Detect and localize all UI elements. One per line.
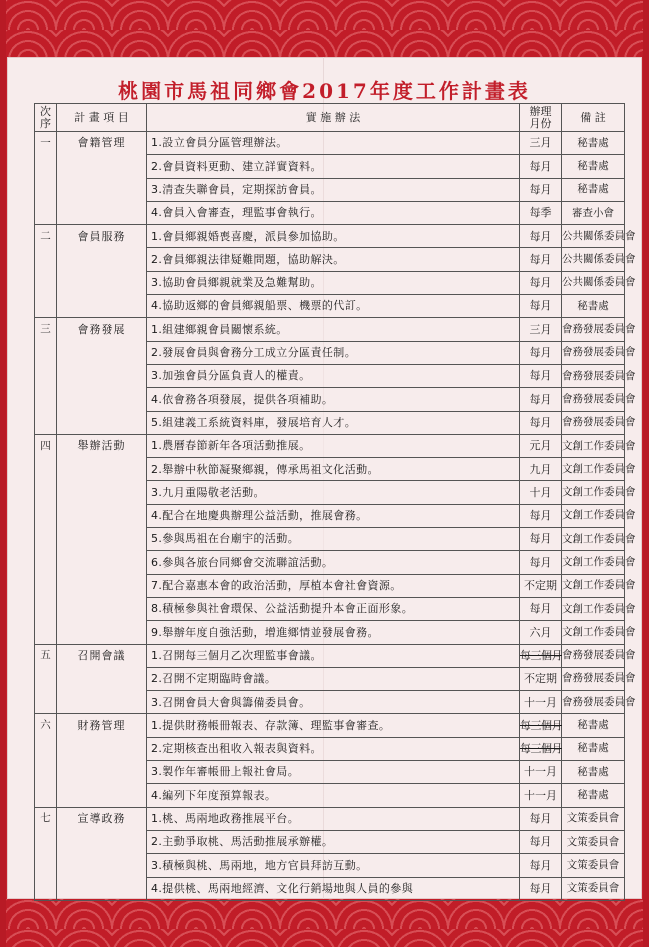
- frequency-cell: 每三個月: [520, 644, 562, 667]
- section-seq-cell: [35, 458, 57, 481]
- table-row: [35, 574, 625, 597]
- method-cell: 1.提供財務帳冊報表、存款簿、理監事會審查。: [147, 714, 520, 737]
- note-cell: 會務發展委員會: [562, 691, 625, 714]
- document-paper: [7, 57, 642, 899]
- section-seq-cell: [35, 667, 57, 690]
- frequency-cell: 每三個月: [520, 737, 562, 760]
- method-cell: 3.協助會員鄉親就業及急難幫助。: [147, 271, 520, 294]
- method-cell: 1.農曆春節新年各項活動推展。: [147, 434, 520, 457]
- section-category-cell: [57, 621, 147, 644]
- section-seq-cell: 三: [35, 318, 57, 341]
- method-cell: 4.協助返鄉的會員鄉親船票、機票的代訂。: [147, 295, 520, 318]
- frequency-cell: 每月: [520, 877, 562, 900]
- frame-right: [643, 0, 649, 947]
- frequency-cell: 六月: [520, 621, 562, 644]
- method-cell: 1.設立會員分區管理辦法。: [147, 132, 520, 155]
- frequency-cell: 不定期: [520, 667, 562, 690]
- note-cell: 秘書處: [562, 714, 625, 737]
- method-cell: 9.舉辦年度自強活動，增進鄉情並發展會務。: [147, 621, 520, 644]
- section-seq-cell: [35, 504, 57, 527]
- method-cell: 1.組建鄉親會員關懷系統。: [147, 318, 520, 341]
- section-category-cell: [57, 667, 147, 690]
- frequency-cell: 每月: [520, 364, 562, 387]
- note-cell: 文創工作委員會: [562, 504, 625, 527]
- frequency-cell: 每月: [520, 178, 562, 201]
- decorative-wave-band-bottom: [0, 899, 649, 947]
- method-cell: 3.九月重陽敬老活動。: [147, 481, 520, 504]
- header-frequency: 辦理 月份: [520, 104, 562, 132]
- note-cell: 會務發展委員會: [562, 341, 625, 364]
- section-category-cell: [57, 551, 147, 574]
- section-seq-cell: [35, 784, 57, 807]
- table-row: [35, 597, 625, 620]
- table-row: [35, 411, 625, 434]
- table-row: [35, 318, 625, 341]
- section-category-cell: [57, 784, 147, 807]
- section-category-cell: 會籍管理: [57, 132, 147, 155]
- table-row: [35, 691, 625, 714]
- method-cell: 2.主動爭取桃、馬活動推展承辦權。: [147, 830, 520, 853]
- note-cell: 文創工作委員會: [562, 458, 625, 481]
- section-category-cell: [57, 574, 147, 597]
- note-cell: 文創工作委員會: [562, 574, 625, 597]
- frequency-cell: 每月: [520, 528, 562, 551]
- section-category-cell: [57, 388, 147, 411]
- note-cell: 會務發展委員會: [562, 318, 625, 341]
- frequency-cell: 三月: [520, 132, 562, 155]
- frequency-cell: 每月: [520, 225, 562, 248]
- method-cell: 3.清查失聯會員，定期探訪會員。: [147, 178, 520, 201]
- frequency-cell: 每月: [520, 830, 562, 853]
- section-category-cell: [57, 877, 147, 900]
- table-row: [35, 271, 625, 294]
- frequency-cell: 三月: [520, 318, 562, 341]
- section-seq-cell: [35, 388, 57, 411]
- note-cell: 公共關係委員會: [562, 271, 625, 294]
- table-row: [35, 504, 625, 527]
- decorative-wave-band-top: [0, 0, 649, 58]
- method-cell: 7.配合嘉惠本會的政治活動，厚植本會社會資源。: [147, 574, 520, 597]
- section-seq-cell: [35, 341, 57, 364]
- frequency-cell: 元月: [520, 434, 562, 457]
- table-header-row: [35, 104, 625, 132]
- section-seq-cell: [35, 248, 57, 271]
- table-row: [35, 551, 625, 574]
- table-row: [35, 364, 625, 387]
- method-cell: 4.編列下年度預算報表。: [147, 784, 520, 807]
- section-category-cell: [57, 597, 147, 620]
- table-row: [35, 458, 625, 481]
- frequency-cell: 十一月: [520, 691, 562, 714]
- work-plan-table: [34, 103, 636, 901]
- section-category-cell: [57, 854, 147, 877]
- section-seq-cell: 七: [35, 807, 57, 830]
- frequency-cell: 每月: [520, 504, 562, 527]
- section-category-cell: 財務管理: [57, 714, 147, 737]
- section-category-cell: [57, 691, 147, 714]
- method-cell: 3.加強會員分區負責人的權責。: [147, 364, 520, 387]
- page-title: 桃園市馬祖同鄉會2017年度工作計畫表: [118, 79, 531, 103]
- section-category-cell: 舉辦活動: [57, 434, 147, 457]
- frequency-cell: 每月: [520, 271, 562, 294]
- header-method: 實 施 辦 法: [147, 104, 520, 132]
- frequency-cell: 每月: [520, 807, 562, 830]
- section-seq-cell: [35, 528, 57, 551]
- table-row: [35, 248, 625, 271]
- note-cell: 文策委員會: [562, 830, 625, 853]
- method-cell: 3.製作年審帳冊上報社會局。: [147, 761, 520, 784]
- section-category-cell: [57, 201, 147, 224]
- table-row: [35, 877, 625, 900]
- note-cell: 會務發展委員會: [562, 411, 625, 434]
- method-cell: 2.定期核查出租收入報表與資料。: [147, 737, 520, 760]
- frequency-cell: 十一月: [520, 784, 562, 807]
- note-cell: 公共關係委員會: [562, 248, 625, 271]
- header-seq: 次 序: [35, 104, 57, 132]
- method-cell: 2.舉辦中秋節凝聚鄉親，傳承馬祖文化活動。: [147, 458, 520, 481]
- frequency-cell: 每月: [520, 597, 562, 620]
- frequency-cell: 九月: [520, 458, 562, 481]
- table-row: [35, 761, 625, 784]
- method-cell: 4.配合在地慶典辦理公益活動，推展會務。: [147, 504, 520, 527]
- frequency-cell: 每月: [520, 854, 562, 877]
- section-category-cell: [57, 248, 147, 271]
- section-seq-cell: [35, 481, 57, 504]
- table-row: [35, 295, 625, 318]
- section-category-cell: [57, 295, 147, 318]
- note-cell: 文創工作委員會: [562, 528, 625, 551]
- method-cell: 4.會員入會審查，理監事會執行。: [147, 201, 520, 224]
- section-category-cell: [57, 411, 147, 434]
- table-row: [35, 854, 625, 877]
- table-row: [35, 830, 625, 853]
- frequency-cell: 每月: [520, 388, 562, 411]
- section-seq-cell: [35, 155, 57, 178]
- section-seq-cell: 四: [35, 434, 57, 457]
- section-seq-cell: [35, 854, 57, 877]
- table-row: [35, 155, 625, 178]
- table-row: [35, 528, 625, 551]
- note-cell: 秘書處: [562, 784, 625, 807]
- section-category-cell: [57, 737, 147, 760]
- section-category-cell: [57, 364, 147, 387]
- note-cell: 文創工作委員會: [562, 481, 625, 504]
- method-cell: 2.會員鄉親法律疑難問題，協助解決。: [147, 248, 520, 271]
- section-category-cell: [57, 178, 147, 201]
- note-cell: 秘書處: [562, 178, 625, 201]
- section-seq-cell: 二: [35, 225, 57, 248]
- frequency-cell: 每三個月: [520, 714, 562, 737]
- frequency-cell: 每月: [520, 341, 562, 364]
- section-category-cell: [57, 481, 147, 504]
- note-cell: 文策委員會: [562, 807, 625, 830]
- frequency-cell: 十一月: [520, 761, 562, 784]
- table-row: [35, 225, 625, 248]
- section-category-cell: 宣導政務: [57, 807, 147, 830]
- section-category-cell: [57, 761, 147, 784]
- table-row: [35, 178, 625, 201]
- method-cell: 5.參與馬祖在台廟宇的活動。: [147, 528, 520, 551]
- section-seq-cell: [35, 574, 57, 597]
- section-seq-cell: 五: [35, 644, 57, 667]
- section-category-cell: [57, 458, 147, 481]
- method-cell: 3.召開會員大會與籌備委員會。: [147, 691, 520, 714]
- table-row: [35, 807, 625, 830]
- method-cell: 6.參與各旅台同鄉會交流聯誼活動。: [147, 551, 520, 574]
- note-cell: 文創工作委員會: [562, 597, 625, 620]
- note-cell: 秘書處: [562, 155, 625, 178]
- header-category: 計 畫 項 目: [57, 104, 147, 132]
- table-row: [35, 201, 625, 224]
- table-row: [35, 434, 625, 457]
- section-category-cell: [57, 504, 147, 527]
- method-cell: 1.桃、馬兩地政務推展平台。: [147, 807, 520, 830]
- table-body: [35, 132, 636, 901]
- table-row: [35, 621, 625, 644]
- header-note: 備 註: [562, 104, 625, 132]
- method-cell: 2.會員資料更動、建立詳實資料。: [147, 155, 520, 178]
- section-seq-cell: [35, 411, 57, 434]
- table-row: [35, 341, 625, 364]
- note-cell: 會務發展委員會: [562, 388, 625, 411]
- section-category-cell: [57, 830, 147, 853]
- frequency-cell: 十月: [520, 481, 562, 504]
- frequency-cell: 每季: [520, 201, 562, 224]
- note-cell: 會務發展委員會: [562, 667, 625, 690]
- section-seq-cell: 一: [35, 132, 57, 155]
- section-seq-cell: [35, 877, 57, 900]
- section-seq-cell: [35, 178, 57, 201]
- section-seq-cell: [35, 621, 57, 644]
- note-cell: 公共關係委員會: [562, 225, 625, 248]
- table-row: [35, 714, 625, 737]
- method-cell: 5.組建義工系統資料庫，發展培育人才。: [147, 411, 520, 434]
- section-category-cell: 召開會議: [57, 644, 147, 667]
- section-seq-cell: [35, 295, 57, 318]
- table-row: [35, 737, 625, 760]
- method-cell: 1.召開每三個月乙次理監事會議。: [147, 644, 520, 667]
- note-cell: 會務發展委員會: [562, 644, 625, 667]
- table-row: [35, 132, 625, 155]
- note-cell: 文創工作委員會: [562, 551, 625, 574]
- section-seq-cell: [35, 597, 57, 620]
- frame-left: [0, 0, 6, 947]
- section-seq-cell: [35, 201, 57, 224]
- table-row: [35, 481, 625, 504]
- section-seq-cell: [35, 551, 57, 574]
- section-seq-cell: 六: [35, 714, 57, 737]
- note-cell: 文策委員會: [562, 877, 625, 900]
- note-cell: 審查小會: [562, 201, 625, 224]
- method-cell: 1.會員鄉親婚喪喜慶，派員參加協助。: [147, 225, 520, 248]
- note-cell: 秘書處: [562, 737, 625, 760]
- table-row: [35, 644, 625, 667]
- section-category-cell: [57, 341, 147, 364]
- frequency-cell: 每月: [520, 411, 562, 434]
- note-cell: 秘書處: [562, 132, 625, 155]
- note-cell: 文創工作委員會: [562, 621, 625, 644]
- frequency-cell: 每月: [520, 248, 562, 271]
- note-cell: 文策委員會: [562, 854, 625, 877]
- note-cell: 文創工作委員會: [562, 434, 625, 457]
- note-cell: 秘書處: [562, 761, 625, 784]
- method-cell: 8.積極參與社會環保、公益活動提升本會正面形象。: [147, 597, 520, 620]
- note-cell: 秘書處: [562, 295, 625, 318]
- section-seq-cell: [35, 271, 57, 294]
- note-cell: 會務發展委員會: [562, 364, 625, 387]
- table-row: [35, 667, 625, 690]
- section-seq-cell: [35, 761, 57, 784]
- method-cell: 3.積極與桃、馬兩地，地方官員拜訪互動。: [147, 854, 520, 877]
- method-cell: 2.發展會員與會務分工成立分區責任制。: [147, 341, 520, 364]
- section-seq-cell: [35, 830, 57, 853]
- frequency-cell: 每月: [520, 295, 562, 318]
- section-category-cell: 會務發展: [57, 318, 147, 341]
- method-cell: 4.依會務各項發展，提供各項補助。: [147, 388, 520, 411]
- section-category-cell: [57, 271, 147, 294]
- section-category-cell: [57, 528, 147, 551]
- section-category-cell: 會員服務: [57, 225, 147, 248]
- frequency-cell: 每月: [520, 551, 562, 574]
- frequency-cell: 不定期: [520, 574, 562, 597]
- method-cell: 2.召開不定期臨時會議。: [147, 667, 520, 690]
- method-cell: 4.提供桃、馬兩地經濟、文化行銷場地與人員的參與: [147, 877, 520, 900]
- section-seq-cell: [35, 364, 57, 387]
- section-seq-cell: [35, 737, 57, 760]
- section-category-cell: [57, 155, 147, 178]
- table-row: [35, 784, 625, 807]
- table-row: [35, 388, 625, 411]
- frequency-cell: 每月: [520, 155, 562, 178]
- section-seq-cell: [35, 691, 57, 714]
